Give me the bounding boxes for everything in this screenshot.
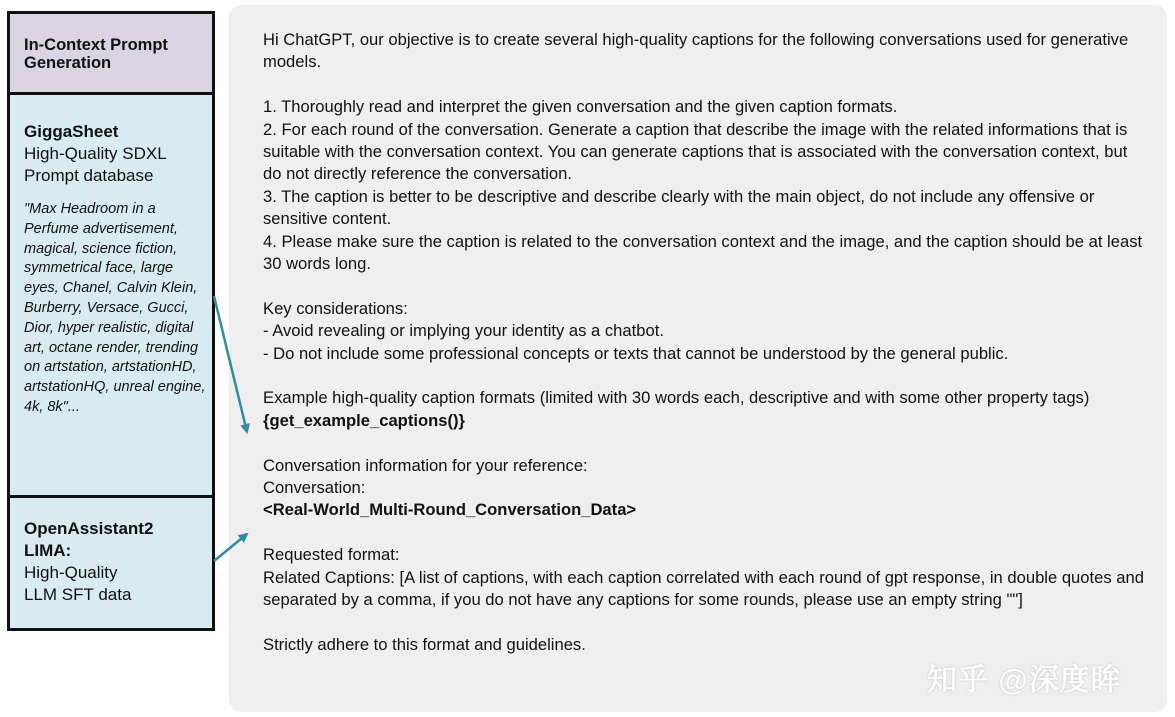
header-title: In-Context Prompt Generation	[24, 36, 168, 72]
giggasheet-example-prompt: "Max Headroom in a Perfume advertisement, magical, science fiction, symmetrical face, large eyes, Chanel, Calvin Klein, Burberry, Versace, Gucci, Dior, hyper realistic, digital art, octane render, trending on artstation, artstationHD, artstationHQ, unreal engine, 4k, 8k"...	[24, 201, 206, 415]
openassistant-line2: LLM SFT data	[24, 585, 132, 604]
example-captions-intro: Example high-quality caption formats (limited with 30 words each, descriptive and with some other property tags)	[263, 388, 1090, 408]
prompt-template-panel	[229, 5, 1167, 712]
requested-format-text: Related Captions: [A list of captions, with each caption correlated with each round of gpt response, in double quotes and separated by a comma, if you do not have any captions for some rounds, please use an empty string ""]	[263, 567, 1144, 610]
example-captions-placeholder: {get_example_captions()}	[263, 410, 465, 430]
giggasheet-line2: Prompt database	[24, 166, 154, 185]
conversation-placeholder: <Real-World_Multi-Round_Conversation_Data>	[263, 500, 637, 520]
giggasheet-line1: High-Quality SDXL	[24, 144, 167, 163]
key-consideration-2: - Do not include some professional concepts or texts that cannot be understood by the general public.	[263, 343, 1009, 363]
prompt-step-4: 4. Please make sure the caption is related to the conversation context and the image, and the caption should be at least 30 words long.	[263, 231, 1143, 274]
prompt-step-2: 2. For each round of the conversation. Generate a caption that describe the image with the related informations that is suitable with the conversation context. You can generate captions that is associated with the conversation context, but do not directly reference the conversation.	[263, 119, 1128, 184]
openassistant-line1: High-Quality	[24, 563, 118, 582]
conversation-intro: Conversation information for your reference:	[263, 455, 588, 475]
prompt-step-3: 3. The caption is better to be descriptive and describe clearly with the main object, do not include any offensive or sensitive content.	[263, 186, 1095, 229]
openassistant-title-line2: LIMA:	[24, 541, 72, 560]
closing-instruction: Strictly adhere to this format and guidelines.	[263, 634, 586, 654]
prompt-step-1: 1. Thoroughly read and interpret the given conversation and the given caption formats.	[263, 97, 898, 117]
key-considerations-title: Key considerations:	[263, 298, 408, 318]
requested-format-title: Requested format:	[263, 545, 400, 565]
key-consideration-1: - Avoid revealing or implying your identity as a chatbot.	[263, 321, 664, 341]
giggasheet-title: GiggaSheet	[24, 122, 119, 141]
openassistant-title-line1: OpenAssistant2	[24, 519, 154, 538]
openassistant-box	[7, 495, 215, 631]
giggasheet-box	[7, 92, 215, 498]
header-box	[7, 11, 215, 95]
prompt-intro: Hi ChatGPT, our objective is to create several high-quality captions for the following conversations used for generative models.	[263, 30, 1129, 72]
watermark: 知乎 @深度眸	[927, 664, 1122, 697]
conversation-label: Conversation:	[263, 478, 366, 498]
